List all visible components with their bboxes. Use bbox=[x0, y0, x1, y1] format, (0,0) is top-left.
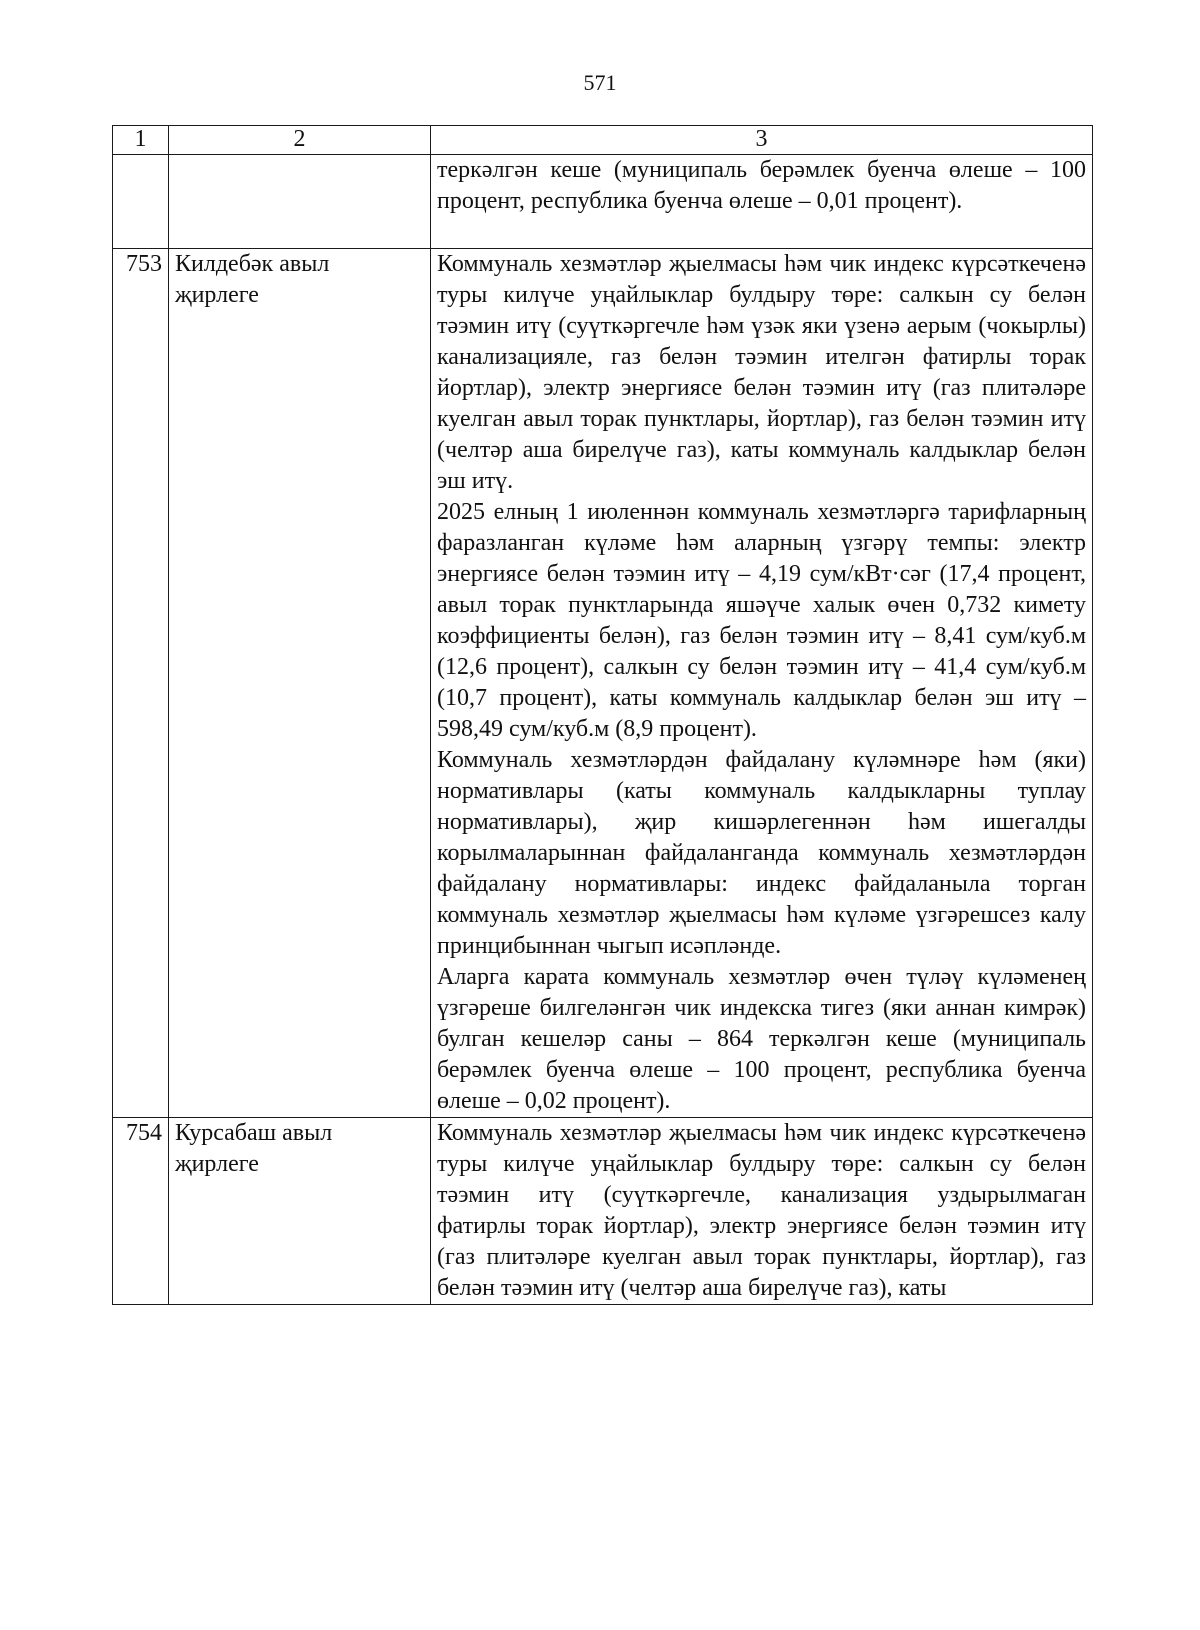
row-number: 754 bbox=[113, 1118, 169, 1305]
table-header-row bbox=[113, 126, 1093, 155]
content-paragraph: теркәлгән кеше (муниципаль берәмлек буенча өлеше – 100 процент, республика буенча өлеше – 0,01 процент). bbox=[437, 157, 1086, 214]
content-paragraph: Коммуналь хезмәтләр җыелмасы һәм чик индекс күрсәткеченә туры килүче уңайлыклар булдыру төре: салкын су белән тәэмин итү (суүткәргечле, канализация уздырылмаган фатирлы торак йортлар), электр энергиясе белән тәэмин итү (газ плитәләре куелган авыл торак пунктлары, йортлар), газ белән тәэмин итү (челтәр аша бирелүче газ), каты bbox=[437, 1120, 1086, 1301]
row-content bbox=[431, 1118, 1093, 1305]
content-clip bbox=[437, 1118, 1086, 1304]
table-row-continued bbox=[113, 155, 1093, 249]
municipal-tariff-table bbox=[112, 125, 1093, 1305]
column-header-2: 2 bbox=[169, 126, 431, 155]
settlement-name: Килдебәк авыл җирлеге bbox=[169, 249, 431, 1118]
row-content bbox=[431, 155, 1093, 249]
column-header-3: 3 bbox=[431, 126, 1093, 155]
content-paragraph: Аларга карата коммуналь хезмәтләр өчен түләү күләменең үзгәреше билгеләнгән чик индекска тигез (яки аннан кимрәк) булган кешеләр саны – 864 теркәлгән кеше (муниципаль берәмлек буенча өлеше – 100 процент, республика буенча өлеше – 0,02 процент). bbox=[437, 964, 1086, 1114]
column-header-1: 1 bbox=[113, 126, 169, 155]
row-content bbox=[431, 249, 1093, 1118]
settlement-name bbox=[169, 155, 431, 249]
content-paragraph: 2025 елның 1 июленнән коммуналь хезмәтләргә тарифларның фаразланган күләме һәм аларның үзгәрү темпы: электр энергиясе белән тәэмин итү – 4,19 сум/кВт·сәг (17,4 процент, авыл торак пунктларында яшәүче халык өчен 0,732 кимету коэффициенты белән), газ белән тәэмин итү – 8,41 сум/куб.м (12,6 процент), салкын су белән тәэмин итү – 41,4 сум/куб.м (10,7 процент), каты коммуналь калдыклар белән эш итү – 598,49 сум/куб.м (8,9 процент). bbox=[437, 499, 1086, 742]
content-paragraph: Коммуналь хезмәтләр җыелмасы һәм чик индекс күрсәткеченә туры килүче уңайлыклар булдыру төре: салкын су белән тәэмин итү (суүткәргечле һәм үзәк яки үзенә аерым (чокырлы) канализацияле, газ белән тәэмин ителгән фатирлы торак йортлар), электр энергиясе белән тәэмин итү (газ плитәләре куелган авыл торак пунктлары, йортлар), газ белән тәэмин итү (челтәр аша бирелүче газ), каты коммуналь калдыклар белән эш итү. bbox=[437, 251, 1086, 494]
settlement-name: Курсабаш авыл җирлеге bbox=[169, 1118, 431, 1305]
page-number: 571 bbox=[583, 70, 617, 95]
content-paragraph: Коммуналь хезмәтләрдән файдалану күләмнәре һәм (яки) нормативлары (каты коммуналь калдыкларны туплау нормативлары), җир кишәрлегеннән һәм ишегалды корылмаларыннан файдаланганда коммуналь хезмәтләрдән файдалану нормативлары: индекс файдаланыла торган коммуналь хезмәтләр җыелмасы һәм күләме үзгәрешсез калу принцибыннан чыгып исәпләнде. bbox=[437, 747, 1086, 959]
row-number: 753 bbox=[113, 249, 169, 1118]
table-row-754 bbox=[113, 1118, 1093, 1305]
row-number bbox=[113, 155, 169, 249]
table-row-753 bbox=[113, 249, 1093, 1118]
